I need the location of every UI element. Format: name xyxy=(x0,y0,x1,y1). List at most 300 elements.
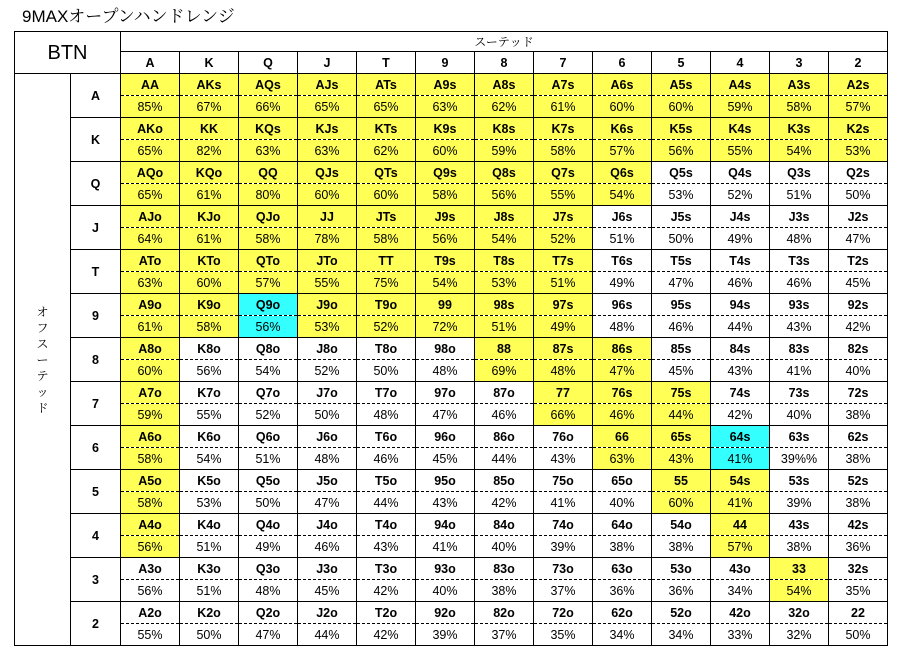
suited-header: スーテッド xyxy=(121,32,888,52)
hand-cell: A9s xyxy=(416,74,475,96)
hand-cell: 63o xyxy=(593,558,652,580)
hand-cell: 92o xyxy=(416,602,475,624)
equity-cell: 48% xyxy=(534,360,593,382)
hand-cell: T6s xyxy=(593,250,652,272)
hand-cell: T6o xyxy=(357,426,416,448)
equity-cell: 35% xyxy=(829,580,888,602)
equity-cell: 53% xyxy=(475,272,534,294)
hand-cell: 33 xyxy=(770,558,829,580)
equity-cell: 60% xyxy=(180,272,239,294)
equity-cell: 51% xyxy=(180,580,239,602)
hand-cell: A6s xyxy=(593,74,652,96)
row-header-k: K xyxy=(71,118,121,162)
equity-cell: 61% xyxy=(180,184,239,206)
hand-cell: J8s xyxy=(475,206,534,228)
hand-cell: KJo xyxy=(180,206,239,228)
equity-cell: 34% xyxy=(711,580,770,602)
equity-cell: 63% xyxy=(298,140,357,162)
hand-cell: J9o xyxy=(298,294,357,316)
hand-cell: JTs xyxy=(357,206,416,228)
equity-cell: 38% xyxy=(593,536,652,558)
hand-cell: T3s xyxy=(770,250,829,272)
equity-cell: 38% xyxy=(475,580,534,602)
hand-cell: 75o xyxy=(534,470,593,492)
hand-cell: 73s xyxy=(770,382,829,404)
pct-row xyxy=(15,492,888,514)
equity-cell: 44% xyxy=(652,404,711,426)
equity-cell: 50% xyxy=(829,184,888,206)
equity-cell: 58% xyxy=(239,228,298,250)
pct-row xyxy=(15,184,888,206)
equity-cell: 58% xyxy=(180,316,239,338)
hand-cell: 54o xyxy=(652,514,711,536)
hand-row xyxy=(15,558,888,580)
equity-cell: 60% xyxy=(357,184,416,206)
equity-cell: 51% xyxy=(770,184,829,206)
hand-cell: A9o xyxy=(121,294,180,316)
equity-cell: 63% xyxy=(239,140,298,162)
equity-cell: 38% xyxy=(829,404,888,426)
hand-cell: 75s xyxy=(652,382,711,404)
hand-cell: 74s xyxy=(711,382,770,404)
pct-row xyxy=(15,448,888,470)
equity-cell: 75% xyxy=(357,272,416,294)
equity-cell: 82% xyxy=(180,140,239,162)
row-header-4: 4 xyxy=(71,514,121,558)
hand-cell: 96s xyxy=(593,294,652,316)
equity-cell: 35% xyxy=(534,624,593,646)
hand-cell: 52o xyxy=(652,602,711,624)
hand-cell: J8o xyxy=(298,338,357,360)
hand-cell: 95o xyxy=(416,470,475,492)
equity-cell: 59% xyxy=(711,96,770,118)
hand-cell: Q8s xyxy=(475,162,534,184)
hand-cell: 85o xyxy=(475,470,534,492)
hand-cell: K7s xyxy=(534,118,593,140)
equity-cell: 51% xyxy=(593,228,652,250)
hand-cell: 83o xyxy=(475,558,534,580)
hand-cell: Q2o xyxy=(239,602,298,624)
row-header-a: A xyxy=(71,74,121,118)
equity-cell: 50% xyxy=(180,624,239,646)
hand-cell: 82s xyxy=(829,338,888,360)
row-header-6: 6 xyxy=(71,426,121,470)
equity-cell: 51% xyxy=(239,448,298,470)
hand-cell: A4o xyxy=(121,514,180,536)
equity-cell: 41% xyxy=(416,536,475,558)
hand-cell: A2s xyxy=(829,74,888,96)
pct-row xyxy=(15,228,888,250)
hand-cell: 85s xyxy=(652,338,711,360)
equity-cell: 56% xyxy=(475,184,534,206)
hand-cell: T8s xyxy=(475,250,534,272)
hand-row xyxy=(15,250,888,272)
equity-cell: 37% xyxy=(534,580,593,602)
hand-cell: 43o xyxy=(711,558,770,580)
hand-cell: K9o xyxy=(180,294,239,316)
equity-cell: 40% xyxy=(593,492,652,514)
equity-cell: 47% xyxy=(416,404,475,426)
equity-cell: 36% xyxy=(829,536,888,558)
equity-cell: 58% xyxy=(121,448,180,470)
equity-cell: 38% xyxy=(829,492,888,514)
hand-cell: 97o xyxy=(416,382,475,404)
hand-cell: Q4s xyxy=(711,162,770,184)
hand-cell: QTo xyxy=(239,250,298,272)
hand-cell: A3s xyxy=(770,74,829,96)
column-header-3: 3 xyxy=(770,52,829,74)
equity-cell: 47% xyxy=(829,228,888,250)
equity-cell: 43% xyxy=(770,316,829,338)
hand-cell: Q6o xyxy=(239,426,298,448)
hand-row xyxy=(15,470,888,492)
row-header-8: 8 xyxy=(71,338,121,382)
equity-cell: 56% xyxy=(121,580,180,602)
equity-cell: 41% xyxy=(711,492,770,514)
equity-cell: 56% xyxy=(416,228,475,250)
equity-cell: 52% xyxy=(239,404,298,426)
hand-cell: J4o xyxy=(298,514,357,536)
hand-cell: A2o xyxy=(121,602,180,624)
hand-cell: AQs xyxy=(239,74,298,96)
equity-cell: 41% xyxy=(770,360,829,382)
equity-cell: 60% xyxy=(121,360,180,382)
hand-cell: Q9s xyxy=(416,162,475,184)
hand-row xyxy=(15,426,888,448)
row-header-q: Q xyxy=(71,162,121,206)
hand-cell: T8o xyxy=(357,338,416,360)
hand-cell: 53s xyxy=(770,470,829,492)
equity-cell: 50% xyxy=(829,624,888,646)
hand-cell: 88 xyxy=(475,338,534,360)
equity-cell: 63% xyxy=(416,96,475,118)
hand-row xyxy=(15,294,888,316)
row-header-9: 9 xyxy=(71,294,121,338)
equity-cell: 57% xyxy=(711,536,770,558)
hand-cell: K6o xyxy=(180,426,239,448)
equity-cell: 46% xyxy=(652,316,711,338)
equity-cell: 40% xyxy=(475,536,534,558)
hand-cell: 72s xyxy=(829,382,888,404)
equity-cell: 47% xyxy=(298,492,357,514)
equity-cell: 85% xyxy=(121,96,180,118)
equity-cell: 45% xyxy=(416,448,475,470)
equity-cell: 64% xyxy=(121,228,180,250)
hand-cell: JJ xyxy=(298,206,357,228)
equity-cell: 52% xyxy=(357,316,416,338)
hand-cell: KJs xyxy=(298,118,357,140)
hand-cell: KTs xyxy=(357,118,416,140)
equity-cell: 47% xyxy=(652,272,711,294)
hand-cell: AQo xyxy=(121,162,180,184)
hand-cell: 42o xyxy=(711,602,770,624)
equity-cell: 65% xyxy=(357,96,416,118)
equity-cell: 60% xyxy=(652,492,711,514)
hand-cell: Q3s xyxy=(770,162,829,184)
row-header-t: T xyxy=(71,250,121,294)
hand-cell: A8s xyxy=(475,74,534,96)
column-header-5: 5 xyxy=(652,52,711,74)
equity-cell: 41% xyxy=(711,448,770,470)
equity-cell: 54% xyxy=(180,448,239,470)
hand-cell: 53o xyxy=(652,558,711,580)
hand-cell: QJs xyxy=(298,162,357,184)
range-grid xyxy=(14,31,888,646)
hand-cell: 62o xyxy=(593,602,652,624)
hand-cell: 74o xyxy=(534,514,593,536)
hand-cell: 95s xyxy=(652,294,711,316)
hand-cell: 83s xyxy=(770,338,829,360)
hand-cell: K2o xyxy=(180,602,239,624)
column-header-8: 8 xyxy=(475,52,534,74)
hand-cell: A4s xyxy=(711,74,770,96)
hand-row xyxy=(15,118,888,140)
equity-cell: 43% xyxy=(711,360,770,382)
pct-row xyxy=(15,580,888,602)
equity-cell: 52% xyxy=(534,228,593,250)
equity-cell: 38% xyxy=(829,448,888,470)
hand-cell: AKs xyxy=(180,74,239,96)
equity-cell: 46% xyxy=(475,404,534,426)
hand-cell: Q7s xyxy=(534,162,593,184)
equity-cell: 42% xyxy=(357,580,416,602)
hand-cell: K3o xyxy=(180,558,239,580)
hand-cell: 32o xyxy=(770,602,829,624)
row-header-2: 2 xyxy=(71,602,121,646)
equity-cell: 46% xyxy=(593,404,652,426)
equity-cell: 47% xyxy=(593,360,652,382)
hand-cell: T3o xyxy=(357,558,416,580)
hand-cell: Q6s xyxy=(593,162,652,184)
equity-cell: 54% xyxy=(239,360,298,382)
hand-cell: J2o xyxy=(298,602,357,624)
hand-cell: A5o xyxy=(121,470,180,492)
hand-cell: 73o xyxy=(534,558,593,580)
equity-cell: 36% xyxy=(593,580,652,602)
hand-row xyxy=(15,74,888,96)
hand-cell: K6s xyxy=(593,118,652,140)
page-title: 9MAXオープンハンドレンジ xyxy=(22,7,235,26)
equity-cell: 50% xyxy=(298,404,357,426)
hand-cell: A7s xyxy=(534,74,593,96)
hand-cell: AA xyxy=(121,74,180,96)
hand-row xyxy=(15,162,888,184)
equity-cell: 50% xyxy=(239,492,298,514)
equity-cell: 38% xyxy=(770,536,829,558)
hand-row xyxy=(15,602,888,624)
hand-cell: Q2s xyxy=(829,162,888,184)
hand-cell: K5o xyxy=(180,470,239,492)
hand-cell: J7o xyxy=(298,382,357,404)
equity-cell: 78% xyxy=(298,228,357,250)
equity-cell: 58% xyxy=(416,184,475,206)
hand-cell: Q7o xyxy=(239,382,298,404)
equity-cell: 48% xyxy=(770,228,829,250)
hand-row xyxy=(15,514,888,536)
equity-cell: 40% xyxy=(829,360,888,382)
hand-cell: 87s xyxy=(534,338,593,360)
hand-cell: 63s xyxy=(770,426,829,448)
hand-cell: 77 xyxy=(534,382,593,404)
hand-cell: T2o xyxy=(357,602,416,624)
equity-cell: 48% xyxy=(239,580,298,602)
equity-cell: 46% xyxy=(298,536,357,558)
equity-cell: 43% xyxy=(357,536,416,558)
hand-cell: 65s xyxy=(652,426,711,448)
hand-cell: T5s xyxy=(652,250,711,272)
hand-cell: A3o xyxy=(121,558,180,580)
equity-cell: 48% xyxy=(357,404,416,426)
column-header-q: Q xyxy=(239,52,298,74)
equity-cell: 49% xyxy=(593,272,652,294)
row-header-j: J xyxy=(71,206,121,250)
equity-cell: 72% xyxy=(416,316,475,338)
hand-cell: A7o xyxy=(121,382,180,404)
column-header-4: 4 xyxy=(711,52,770,74)
equity-cell: 58% xyxy=(357,228,416,250)
equity-cell: 60% xyxy=(298,184,357,206)
hand-cell: Q5o xyxy=(239,470,298,492)
equity-cell: 65% xyxy=(298,96,357,118)
equity-cell: 53% xyxy=(829,140,888,162)
pct-row xyxy=(15,316,888,338)
equity-cell: 51% xyxy=(534,272,593,294)
equity-cell: 56% xyxy=(239,316,298,338)
equity-cell: 55% xyxy=(298,272,357,294)
hand-cell: J4s xyxy=(711,206,770,228)
hand-cell: 92s xyxy=(829,294,888,316)
equity-cell: 53% xyxy=(298,316,357,338)
equity-cell: 42% xyxy=(475,492,534,514)
column-header-7: 7 xyxy=(534,52,593,74)
equity-cell: 33% xyxy=(711,624,770,646)
equity-cell: 40% xyxy=(770,404,829,426)
pct-row xyxy=(15,140,888,162)
hand-cell: A6o xyxy=(121,426,180,448)
hand-cell: QJo xyxy=(239,206,298,228)
hand-cell: 98s xyxy=(475,294,534,316)
hand-cell: 65o xyxy=(593,470,652,492)
equity-cell: 69% xyxy=(475,360,534,382)
equity-cell: 43% xyxy=(652,448,711,470)
column-header-row xyxy=(15,52,888,74)
hand-cell: K8s xyxy=(475,118,534,140)
equity-cell: 51% xyxy=(180,536,239,558)
equity-cell: 55% xyxy=(534,184,593,206)
hand-cell: T9s xyxy=(416,250,475,272)
equity-cell: 39% xyxy=(534,536,593,558)
equity-cell: 63% xyxy=(121,272,180,294)
equity-cell: 48% xyxy=(298,448,357,470)
row-header-5: 5 xyxy=(71,470,121,514)
pct-row xyxy=(15,624,888,646)
equity-cell: 65% xyxy=(121,140,180,162)
hand-cell: K8o xyxy=(180,338,239,360)
hand-cell: 55 xyxy=(652,470,711,492)
hand-cell: 52s xyxy=(829,470,888,492)
equity-cell: 56% xyxy=(652,140,711,162)
column-header-t: T xyxy=(357,52,416,74)
equity-cell: 49% xyxy=(239,536,298,558)
equity-cell: 50% xyxy=(357,360,416,382)
hand-cell: 93o xyxy=(416,558,475,580)
hand-cell: T9o xyxy=(357,294,416,316)
hand-row xyxy=(15,338,888,360)
hand-cell: TT xyxy=(357,250,416,272)
hand-cell: 76o xyxy=(534,426,593,448)
hand-cell: 82o xyxy=(475,602,534,624)
hand-cell: 62s xyxy=(829,426,888,448)
equity-cell: 61% xyxy=(121,316,180,338)
hand-cell: 86s xyxy=(593,338,652,360)
equity-cell: 54% xyxy=(593,184,652,206)
hand-cell: A5s xyxy=(652,74,711,96)
hand-cell: AJo xyxy=(121,206,180,228)
equity-cell: 43% xyxy=(534,448,593,470)
hand-cell: K2s xyxy=(829,118,888,140)
hand-row xyxy=(15,382,888,404)
hand-cell: QQ xyxy=(239,162,298,184)
equity-cell: 42% xyxy=(357,624,416,646)
equity-cell: 45% xyxy=(652,360,711,382)
hand-cell: 54s xyxy=(711,470,770,492)
hand-cell: 84o xyxy=(475,514,534,536)
hand-cell: KQs xyxy=(239,118,298,140)
pct-row xyxy=(15,536,888,558)
column-header-6: 6 xyxy=(593,52,652,74)
equity-cell: 37% xyxy=(475,624,534,646)
pct-row xyxy=(15,360,888,382)
hand-cell: T4s xyxy=(711,250,770,272)
equity-cell: 55% xyxy=(711,140,770,162)
pct-row xyxy=(15,404,888,426)
equity-cell: 46% xyxy=(770,272,829,294)
equity-cell: 57% xyxy=(239,272,298,294)
equity-cell: 56% xyxy=(180,360,239,382)
equity-cell: 60% xyxy=(416,140,475,162)
equity-cell: 66% xyxy=(534,404,593,426)
equity-cell: 54% xyxy=(770,580,829,602)
equity-cell: 44% xyxy=(298,624,357,646)
hand-cell: J6o xyxy=(298,426,357,448)
equity-cell: 32% xyxy=(770,624,829,646)
equity-cell: 60% xyxy=(593,96,652,118)
equity-cell: 42% xyxy=(711,404,770,426)
equity-cell: 55% xyxy=(121,624,180,646)
hand-cell: J3s xyxy=(770,206,829,228)
hand-cell: KQo xyxy=(180,162,239,184)
hand-cell: J5o xyxy=(298,470,357,492)
equity-cell: 45% xyxy=(298,580,357,602)
equity-cell: 66% xyxy=(239,96,298,118)
hand-cell: K7o xyxy=(180,382,239,404)
hand-cell: Q8o xyxy=(239,338,298,360)
hand-cell: T4o xyxy=(357,514,416,536)
equity-cell: 80% xyxy=(239,184,298,206)
hand-cell: 64s xyxy=(711,426,770,448)
equity-cell: 39% xyxy=(770,492,829,514)
equity-cell: 54% xyxy=(416,272,475,294)
equity-cell: 59% xyxy=(475,140,534,162)
equity-cell: 47% xyxy=(239,624,298,646)
equity-cell: 58% xyxy=(770,96,829,118)
equity-cell: 34% xyxy=(593,624,652,646)
equity-cell: 46% xyxy=(711,272,770,294)
hand-cell: 44 xyxy=(711,514,770,536)
hand-cell: Q5s xyxy=(652,162,711,184)
equity-cell: 50% xyxy=(652,228,711,250)
hand-cell: A8o xyxy=(121,338,180,360)
